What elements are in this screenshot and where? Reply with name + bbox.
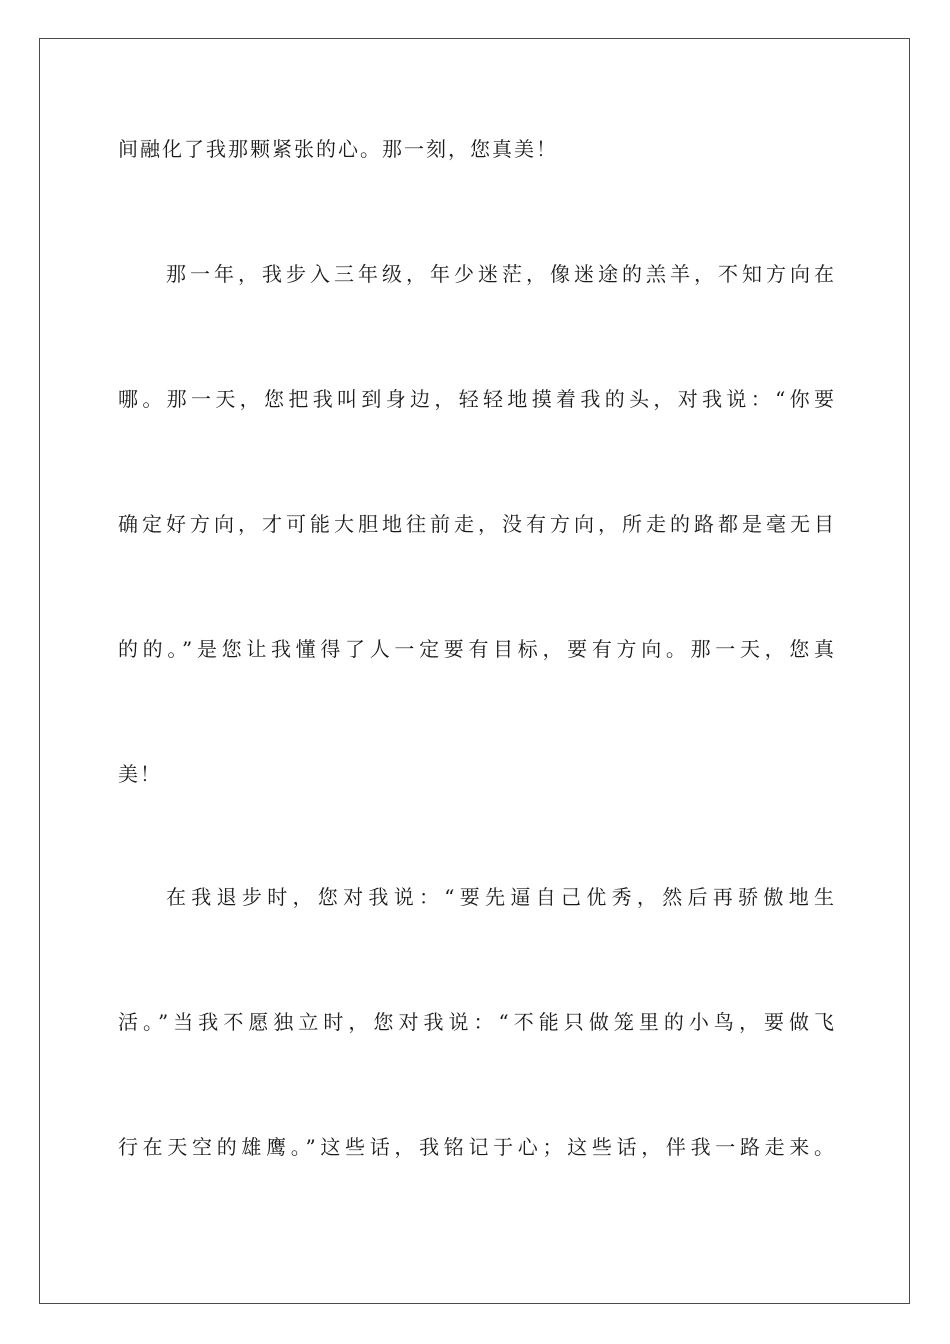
text-line-2: 那一年，我步入三年级，年少迷茫，像迷途的羔羊，不知方向在 bbox=[166, 262, 834, 286]
text-line-6: 美！ bbox=[118, 762, 162, 786]
text-line-1: 间融化了我那颗紧张的心。那一刻，您真美！ bbox=[118, 137, 558, 161]
text-line-4: 确定好方向，才可能大胆地往前走，没有方向，所走的路都是毫无目 bbox=[118, 512, 834, 536]
document-page bbox=[39, 38, 910, 1304]
text-line-8: 活。”当我不愿独立时，您对我说：“不能只做笼里的小鸟，要做飞 bbox=[118, 1010, 834, 1034]
text-line-7: 在我退步时，您对我说：“要先逼自己优秀，然后再骄傲地生 bbox=[166, 885, 834, 909]
text-line-9: 行在天空的雄鹰。”这些话，我铭记于心；这些话，伴我一路走来。 bbox=[118, 1135, 834, 1159]
text-line-3: 哪。那一天，您把我叫到身边，轻轻地摸着我的头，对我说：“你要 bbox=[118, 387, 834, 411]
text-line-5: 的的。”是您让我懂得了人一定要有目标，要有方向。那一天，您真 bbox=[118, 637, 834, 661]
